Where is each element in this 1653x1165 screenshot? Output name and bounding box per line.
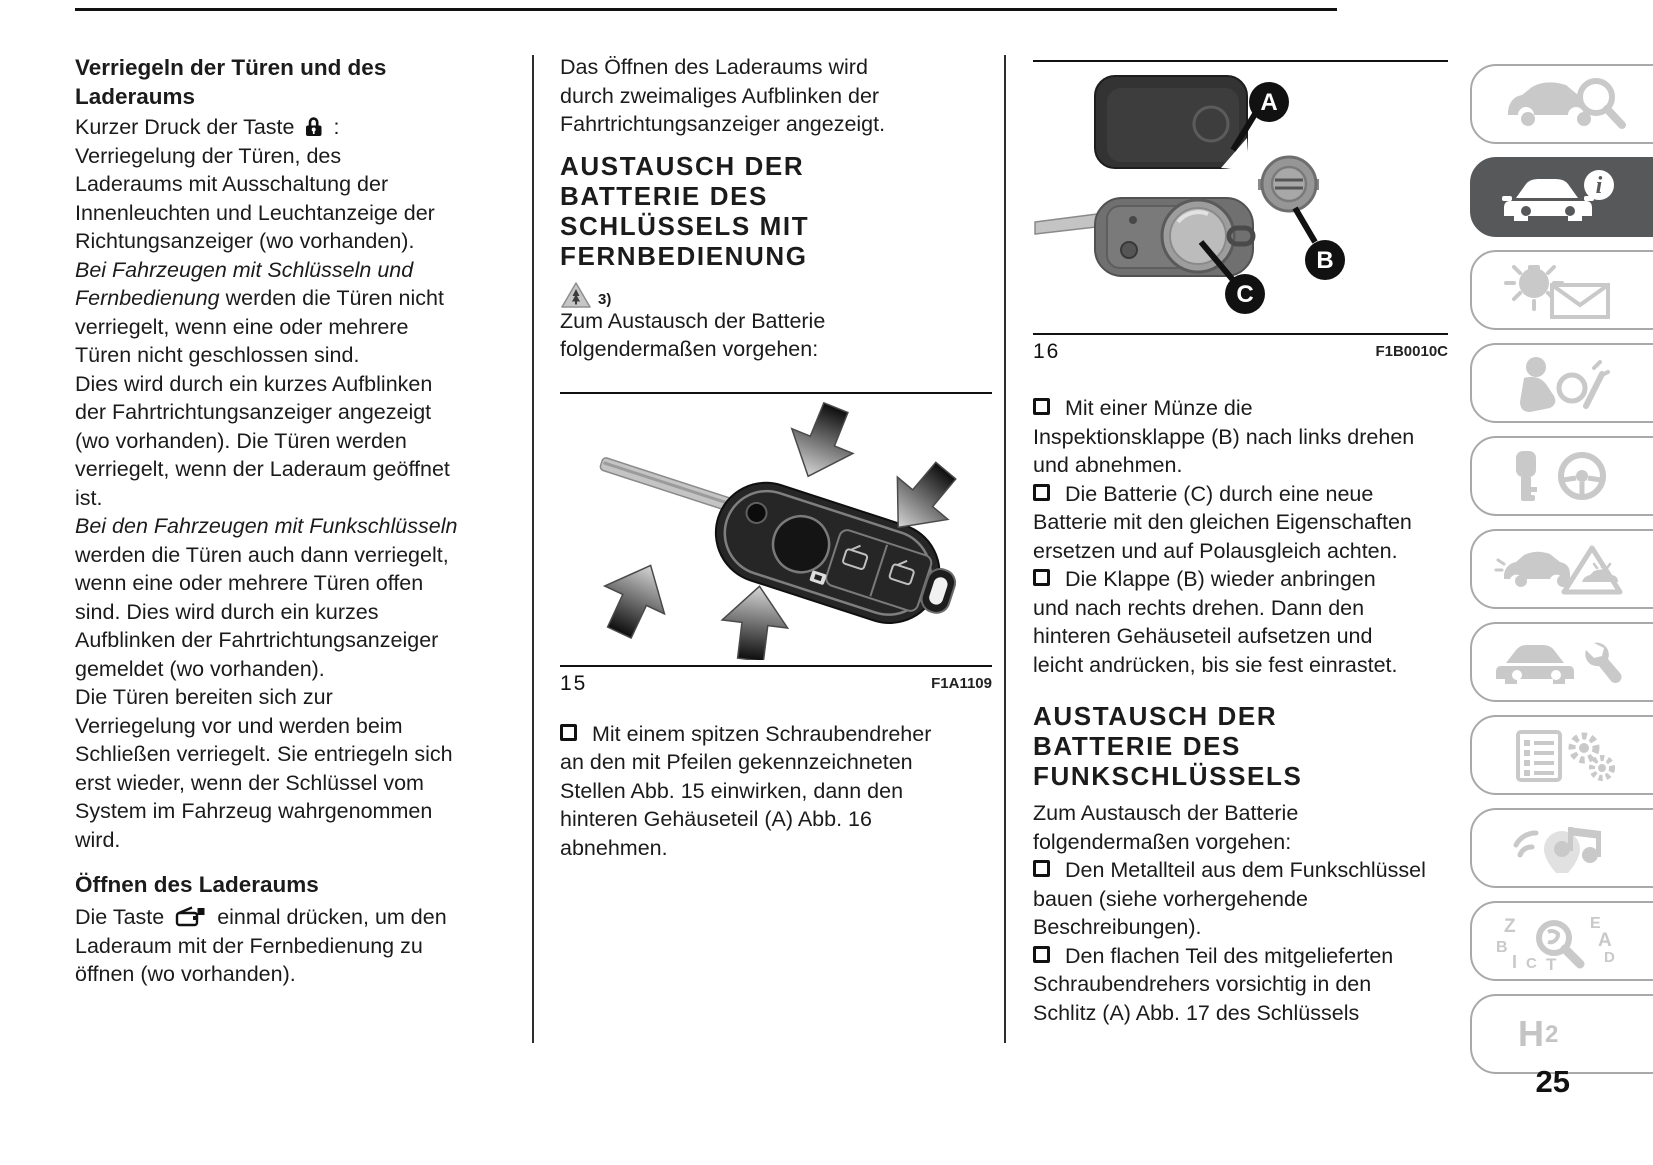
figure-16-image — [1033, 62, 1448, 333]
text-line — [75, 115, 507, 144]
paragraph-lock-doors — [75, 115, 507, 856]
figure-15-image — [560, 394, 992, 665]
text-line — [75, 828, 507, 857]
text-segment: Inspektionsklappe (B) nach links drehen — [1033, 424, 1415, 449]
text-line — [75, 457, 507, 486]
index-letter: E — [1590, 915, 1601, 932]
text-segment: Verriegelung vor und werden beim — [75, 713, 403, 738]
text-line — [560, 277, 992, 309]
airbag-safety-icon — [1490, 354, 1640, 412]
text-line — [1033, 425, 1448, 454]
text-line — [75, 229, 507, 258]
sidebar-tab-emergency[interactable] — [1470, 529, 1653, 609]
section-heading-lock-doors — [75, 55, 507, 113]
list-gears-icon — [1490, 726, 1640, 784]
text-segment: Das Öffnen des Laderaums wird — [560, 55, 868, 79]
text-segment: AUSTAUSCH DER — [1033, 701, 1278, 731]
text-line — [560, 241, 992, 271]
text-segment: Laderaums — [75, 84, 196, 109]
text-segment: Batterie mit den gleichen Eigenschaften — [1033, 510, 1412, 534]
text-line — [75, 486, 507, 515]
text-segment: werden die Türen nicht — [219, 286, 444, 310]
text-line — [1033, 915, 1448, 944]
warning-light-envelope-icon — [1490, 261, 1640, 319]
text-segment: Verriegelung der Türen, des — [75, 143, 342, 168]
text-segment: erst wieder, wenn der Schlüssel vom — [75, 770, 424, 795]
text-segment: Richtungsanzeiger (wo vorhanden). — [75, 229, 415, 253]
text-segment: öffnen (wo vorhanden). — [75, 962, 296, 986]
text-segment: Schraubendrehers vorsichtig in den — [1033, 972, 1372, 996]
text-line — [1033, 701, 1448, 731]
page-top-rule — [75, 8, 1337, 11]
sidebar-tab-index-search[interactable] — [1470, 901, 1653, 981]
text-segment: durch zweimaliges Aufblinken der — [560, 83, 880, 108]
text-line — [560, 337, 992, 366]
text-segment: verriegelt, wenn der Laderaum geöffnet — [75, 457, 450, 481]
text-segment: werden die Türen auch dann verriegelt, — [75, 542, 449, 567]
list-bullet-square-icon — [1033, 484, 1050, 501]
text-line — [560, 55, 992, 84]
text-line — [1033, 453, 1448, 482]
index-letter: B — [1496, 939, 1508, 956]
text-line — [560, 181, 992, 211]
text-segment: Laderaum mit der Fernbedienung zu — [75, 933, 423, 958]
text-line — [1033, 624, 1448, 653]
figure-code: F1A1109 — [931, 674, 992, 692]
text-line — [1033, 596, 1448, 625]
text-segment: System im Fahrzeug wahrgenommen — [75, 799, 433, 823]
text-line — [1033, 653, 1448, 682]
text-segment: Zum Austausch der Batterie — [560, 308, 826, 333]
text-line — [1033, 944, 1448, 973]
figure-15 — [560, 392, 992, 699]
text-segment: Zum Austausch der Batterie — [1033, 801, 1299, 825]
list-bullet-square-icon — [1033, 398, 1050, 415]
text-line — [560, 807, 992, 836]
text-line — [1033, 761, 1448, 791]
text-segment: folgendermaßen vorgehen: — [560, 337, 819, 361]
text-line — [75, 400, 507, 429]
figure-number: 15 — [560, 671, 588, 695]
text-line — [1033, 972, 1448, 1001]
text-segment: Mit einem spitzen Schraubendreher — [591, 721, 932, 746]
text-segment: gemeldet (wo vorhanden). — [75, 656, 325, 681]
sidebar-tab-safety[interactable] — [1470, 343, 1653, 423]
sidebar-tab-vehicle-overview[interactable] — [1470, 64, 1653, 144]
text-segment: Bei Fahrzeugen mit Schlüsseln und — [75, 257, 414, 282]
text-segment: leicht andrücken, bis sie fest einrastet. — [1033, 652, 1398, 677]
text-segment: Die Batterie (C) durch eine neue — [1064, 481, 1374, 506]
text-line — [560, 211, 992, 241]
text-line — [75, 286, 507, 315]
h2-letter: H — [1518, 1013, 1545, 1054]
alphabet-index-search-icon — [1490, 912, 1640, 970]
text-line — [75, 799, 507, 828]
list-bullet-square-icon — [1033, 946, 1050, 963]
page-number: 25 — [1535, 1064, 1570, 1099]
text-segment: Verriegeln der Türen und des — [75, 55, 387, 80]
warning-triangle-icon — [560, 281, 592, 309]
text-line — [560, 309, 992, 338]
text-segment: : — [333, 115, 340, 139]
text-segment: und nach rechts drehen. Dann den — [1033, 595, 1365, 620]
list-bullet-square-icon — [1033, 569, 1050, 586]
text-line — [1033, 1001, 1448, 1030]
text-line — [75, 429, 507, 458]
text-segment: der Fahrtrichtungsanzeiger angezeigt — [75, 400, 432, 424]
text-line — [75, 714, 507, 743]
text-line — [75, 315, 507, 344]
text-segment: hinteren Gehäuseteil aufsetzen und — [1033, 624, 1373, 648]
text-line — [1033, 731, 1448, 761]
text-segment: ist. — [75, 485, 103, 510]
text-line — [75, 258, 507, 287]
text-line — [1033, 482, 1448, 511]
sidebar-tab-warning-lights-messages[interactable] — [1470, 250, 1653, 330]
text-line — [1033, 858, 1448, 887]
part-label-a: A — [1260, 89, 1278, 116]
text-line — [75, 771, 507, 800]
crash-warning-triangle-icon — [1490, 540, 1640, 598]
text-segment: wenn eine oder mehrere Türen offen — [75, 571, 424, 595]
list-bullet-square-icon — [1033, 860, 1050, 877]
open-trunk-icon — [175, 906, 206, 927]
section-heading-open-cargo — [75, 872, 507, 901]
svg-text:i: i — [1595, 173, 1603, 199]
sidebar-tab-getting-to-know-vehicle[interactable] — [1470, 157, 1653, 237]
section-heading-battery-remote-key — [560, 151, 992, 271]
text-line — [1033, 396, 1448, 425]
text-segment: einmal drücken, um den — [217, 905, 447, 929]
text-segment: FERNBEDIENUNG — [560, 240, 808, 271]
text-line — [1033, 830, 1448, 859]
car-wrench-icon — [1490, 633, 1640, 691]
text-line — [1033, 801, 1448, 830]
paragraph-battery-steps — [1033, 396, 1448, 681]
text-segment: Schließen verriegelt. Sie entriegeln sich — [75, 742, 453, 766]
text-segment: SCHLÜSSELS MIT — [560, 210, 810, 241]
text-segment: Die Türen bereiten sich zur — [75, 685, 333, 709]
text-segment: Stellen Abb. 15 einwirken, dann den — [560, 778, 904, 803]
paragraph-open-cargo — [75, 905, 507, 991]
key-battery-parts-illustration — [1033, 62, 1448, 328]
text-line — [1033, 567, 1448, 596]
text-line — [75, 872, 507, 901]
text-segment: BATTERIE DES — [1033, 731, 1241, 761]
text-line — [560, 151, 992, 181]
index-letter: C — [1526, 955, 1537, 970]
text-segment: (wo vorhanden). Die Türen werden — [75, 428, 407, 453]
text-line — [75, 685, 507, 714]
part-label-b: B — [1316, 247, 1334, 274]
sidebar-tab-hydrogen[interactable] — [1470, 994, 1653, 1074]
text-segment: Kurzer Druck der Taste — [75, 115, 295, 139]
section-tab-bar — [1470, 0, 1653, 1074]
paragraph-battery-intro — [560, 309, 992, 366]
text-segment: Bei den Fahrzeugen mit Funkschlüsseln — [75, 514, 458, 538]
text-segment: Beschreibungen). — [1033, 915, 1202, 939]
text-line — [75, 343, 507, 372]
hydrogen-h2-icon — [1490, 1013, 1558, 1055]
text-segment: bauen (siehe vorhergehende — [1033, 886, 1308, 911]
index-letter: Z — [1504, 916, 1516, 937]
section-heading-battery-radio-key — [1033, 701, 1448, 791]
text-segment: abnehmen. — [560, 835, 668, 860]
text-segment: Öffnen des Laderaums — [75, 872, 319, 897]
index-letter: T — [1546, 955, 1557, 970]
text-line — [75, 172, 507, 201]
h2-subscript: 2 — [1545, 1021, 1559, 1048]
sidebar-tab-multimedia[interactable] — [1470, 808, 1653, 888]
text-segment: Aufblinken der Fahrtrichtungsanzeiger — [75, 628, 439, 652]
index-letter: A — [1598, 930, 1612, 951]
text-segment: 3) — [598, 290, 612, 308]
text-line — [560, 112, 992, 141]
footnote-reference — [560, 277, 992, 309]
text-segment: Fernbedienung — [75, 286, 220, 310]
car-info-icon — [1490, 168, 1640, 226]
text-segment: Laderaums mit Ausschaltung der — [75, 172, 389, 196]
text-segment: Mit einer Münze die — [1064, 396, 1253, 420]
text-line — [75, 600, 507, 629]
text-segment: Die Klappe (B) wieder anbringen — [1064, 567, 1376, 591]
part-label-c: C — [1236, 281, 1254, 308]
text-segment: ersetzen und auf Polausgleich achten. — [1033, 538, 1398, 563]
paragraph-screwdriver-step — [560, 722, 992, 865]
text-segment: AUSTAUSCH DER — [560, 150, 805, 181]
list-bullet-square-icon — [560, 724, 577, 741]
figure-16 — [1033, 60, 1448, 367]
index-letter: D — [1604, 949, 1615, 966]
index-letter: I — [1512, 952, 1518, 970]
text-line — [560, 779, 992, 808]
sidebar-tab-service-maintenance[interactable] — [1470, 622, 1653, 702]
column-divider — [532, 55, 534, 1043]
text-segment: BATTERIE DES — [560, 180, 768, 211]
text-line — [560, 836, 992, 865]
text-segment: folgendermaßen vorgehen: — [1033, 829, 1292, 854]
text-line — [75, 571, 507, 600]
text-segment: Türen nicht geschlossen sind. — [75, 343, 360, 367]
text-segment: Fahrtrichtungsanzeiger angezeigt. — [560, 112, 886, 136]
text-segment: verriegelt, wenn eine oder mehrere — [75, 314, 409, 339]
text-line — [75, 372, 507, 401]
text-segment: Schlitz (A) Abb. 17 des Schlüssels — [1033, 1000, 1360, 1025]
column-divider — [1004, 55, 1006, 1043]
text-segment: FUNKSCHLÜSSELS — [1033, 761, 1303, 791]
text-line — [560, 750, 992, 779]
text-line — [75, 628, 507, 657]
flip-key-arrows-illustration — [560, 394, 992, 660]
figure-16-caption — [1033, 335, 1448, 367]
text-segment: sind. Dies wird durch ein kurzes — [75, 599, 379, 624]
text-line — [75, 934, 507, 963]
text-segment: Die Taste — [75, 905, 165, 929]
text-line — [75, 144, 507, 173]
paragraph-radio-key-steps — [1033, 801, 1448, 1029]
text-segment: Den flachen Teil des mitgelieferten — [1064, 943, 1394, 968]
text-segment: Den Metallteil aus dem Funkschlüssel — [1064, 858, 1426, 882]
text-segment: Dies wird durch ein kurzes Aufblinken — [75, 371, 433, 396]
text-line — [75, 543, 507, 572]
text-line — [75, 84, 507, 113]
text-segment: hinteren Gehäuseteil (A) Abb. 16 — [560, 807, 872, 831]
text-line — [75, 201, 507, 230]
column-right — [1033, 55, 1448, 1029]
text-segment: an den mit Pfeilen gekennzeichneten — [560, 750, 913, 774]
sidebar-tab-technical-data[interactable] — [1470, 715, 1653, 795]
column-left — [75, 55, 507, 991]
text-line — [560, 722, 992, 751]
text-line — [1033, 887, 1448, 916]
sidebar-tab-starting-driving[interactable] — [1470, 436, 1653, 516]
text-line — [560, 84, 992, 113]
multimedia-icon — [1490, 819, 1640, 877]
text-line — [75, 742, 507, 771]
paragraph-cargo-flash — [560, 55, 992, 141]
text-line — [1033, 510, 1448, 539]
text-line — [75, 962, 507, 991]
text-line — [75, 514, 507, 543]
text-segment: wird. — [75, 827, 121, 852]
car-magnifier-icon — [1490, 75, 1640, 133]
text-line — [75, 657, 507, 686]
text-line — [75, 905, 507, 934]
key-steering-wheel-icon — [1490, 447, 1640, 505]
figure-number: 16 — [1033, 340, 1061, 363]
figure-code: F1B0010C — [1375, 343, 1448, 360]
text-line — [75, 55, 507, 84]
text-line — [1033, 539, 1448, 568]
column-middle — [560, 55, 992, 864]
figure-15-caption — [560, 667, 992, 699]
text-segment: und abnehmen. — [1033, 453, 1183, 477]
text-segment: Innenleuchten und Leuchtanzeige der — [75, 200, 435, 225]
lock-icon — [305, 116, 322, 137]
